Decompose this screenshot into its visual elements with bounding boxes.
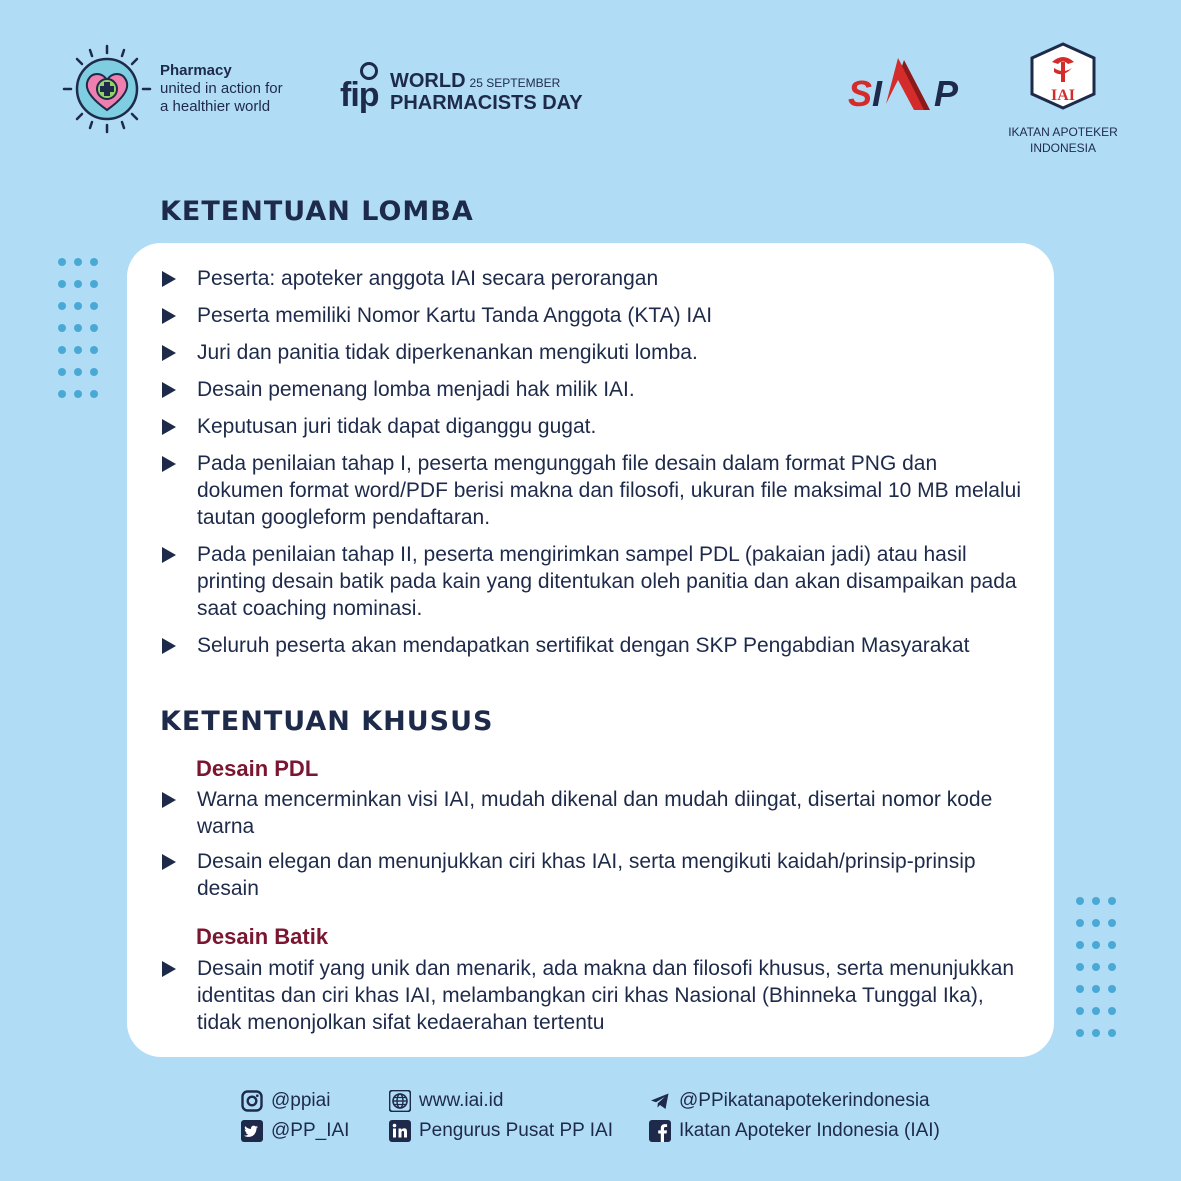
- wpd-date: 25 SEPTEMBER: [469, 76, 561, 90]
- bullet-triangle-icon: [162, 792, 176, 808]
- pharmacy-line3: a healthier world: [160, 98, 271, 115]
- instagram-icon: [241, 1090, 263, 1112]
- list-item-text: Desain pemenang lomba menjadi hak milik IAI.: [197, 378, 635, 401]
- bullet-triangle-icon: [162, 456, 176, 472]
- list-item-text: Pada penilaian tahap II, peserta mengirimkan sampel PDL (pakaian jadi) atau hasil printing desain batik pada kain yang ditentukan oleh panitia dan akan disampaikan pada saat coaching nominasi.: [197, 543, 1017, 620]
- iai-caption-line2: INDONESIA: [1029, 141, 1096, 155]
- pharmacy-logo: [62, 44, 322, 134]
- pharmacy-title: Pharmacy: [160, 62, 232, 79]
- website-url: www.iai.id: [419, 1090, 504, 1111]
- fip-mark: fip: [340, 76, 379, 114]
- list-item: [162, 265, 1022, 292]
- wpd-world: WORLD: [390, 70, 466, 92]
- instagram-handle: @ppiai: [271, 1090, 331, 1111]
- svg-text:S: S: [848, 73, 873, 114]
- footer-linkedin[interactable]: [389, 1120, 613, 1142]
- bullet-triangle-icon: [162, 547, 176, 563]
- bullet-triangle-icon: [162, 345, 176, 361]
- pharmacy-tagline: [160, 62, 283, 116]
- list-item-text: Seluruh peserta akan mendapatkan sertifikat dengan SKP Pengabdian Masyarakat: [197, 634, 970, 657]
- telegram-handle: @PPikatanapotekerindonesia: [679, 1090, 930, 1111]
- bullet-triangle-icon: [162, 382, 176, 398]
- linkedin-name: Pengurus Pusat PP IAI: [419, 1120, 613, 1141]
- list-item-text: Pada penilaian tahap I, peserta mengunggah file desain dalam format PNG dan dokumen format word/PDF berisi makna dan filosofi, ukuran file maksimal 10 MB melalui tautan googleform pendaftaran.: [197, 452, 1021, 529]
- iai-mark: IAI: [1050, 87, 1076, 104]
- iai-caption-line1: IKATAN APOTEKER: [1008, 125, 1118, 139]
- heading-ketentuan-khusus: KETENTUAN KHUSUS: [160, 706, 494, 737]
- svg-text:P: P: [934, 73, 959, 114]
- facebook-icon: [649, 1120, 671, 1142]
- iai-caption: [1008, 124, 1118, 156]
- footer-telegram[interactable]: [649, 1090, 930, 1112]
- heart-globe-icon: [62, 44, 152, 134]
- wpd-title: [390, 70, 560, 93]
- list-item-text: Desain motif yang unik dan menarik, ada makna dan filosofi khusus, serta menunjukkan identitas dan ciri khas IAI, melambangkan ciri khas Nasional (Bhinneka Tunggal Ika), tidak menonjolkan sifat kedaerahan tertentu: [197, 957, 1015, 1034]
- list-item: [162, 376, 1022, 403]
- footer-website[interactable]: [389, 1090, 503, 1112]
- list-item-text: Warna mencerminkan visi IAI, mudah dikenal dan mudah diingat, disertai nomor kode warna: [197, 788, 993, 838]
- list-item-text: Peserta: apoteker anggota IAI secara perorangan: [197, 267, 659, 290]
- list-item-text: Keputusan juri tidak dapat diganggu gugat.: [197, 415, 597, 438]
- bullet-triangle-icon: [162, 419, 176, 435]
- list-item-text: Desain elegan dan menunjukkan ciri khas IAI, serta mengikuti kaidah/prinsip-prinsip desain: [197, 850, 976, 900]
- list-item: [162, 450, 1022, 531]
- fip-logo: [340, 62, 590, 118]
- subheading-desain-pdl: Desain PDL: [196, 756, 319, 781]
- bullet-triangle-icon: [162, 961, 176, 977]
- pdl-list: [162, 786, 1032, 910]
- linkedin-icon: [389, 1120, 411, 1142]
- iai-logo: [1008, 42, 1118, 158]
- footer-facebook[interactable]: [649, 1120, 940, 1142]
- heading-ketentuan-lomba: KETENTUAN LOMBA: [160, 196, 474, 227]
- list-item-text: Peserta memiliki Nomor Kartu Tanda Anggota (KTA) IAI: [197, 304, 713, 327]
- list-item: [162, 302, 1022, 329]
- bullet-triangle-icon: [162, 308, 176, 324]
- twitter-icon: [241, 1120, 263, 1142]
- footer-twitter[interactable]: [241, 1120, 349, 1142]
- list-item: [162, 848, 1032, 902]
- facebook-name: Ikatan Apoteker Indonesia (IAI): [679, 1120, 940, 1141]
- telegram-icon: [649, 1090, 671, 1112]
- batik-list: [162, 955, 1032, 1036]
- twitter-handle: @PP_IAI: [271, 1120, 350, 1141]
- list-item: [162, 955, 1032, 1036]
- bullet-triangle-icon: [162, 854, 176, 870]
- list-item: [162, 339, 1022, 366]
- bullet-triangle-icon: [162, 638, 176, 654]
- list-item: [162, 413, 1022, 440]
- list-item: [162, 786, 1032, 840]
- dot-grid-left: [58, 258, 98, 398]
- lomba-list: [162, 265, 1022, 669]
- list-item: [162, 632, 1022, 659]
- list-item-text: Juri dan panitia tidak diperkenankan mengikuti lomba.: [197, 341, 698, 364]
- subheading-desain-batik: Desain Batik: [196, 924, 329, 949]
- pharmacy-line2: united in action for: [160, 80, 283, 97]
- dot-grid-right: [1076, 897, 1116, 1037]
- globe-icon: [389, 1090, 411, 1112]
- bullet-triangle-icon: [162, 271, 176, 287]
- siap-logo: [846, 52, 970, 116]
- svg-text:I: I: [872, 73, 883, 114]
- list-item: [162, 541, 1022, 622]
- wpd-day: PHARMACISTS DAY: [390, 92, 583, 114]
- footer-instagram[interactable]: [241, 1090, 330, 1112]
